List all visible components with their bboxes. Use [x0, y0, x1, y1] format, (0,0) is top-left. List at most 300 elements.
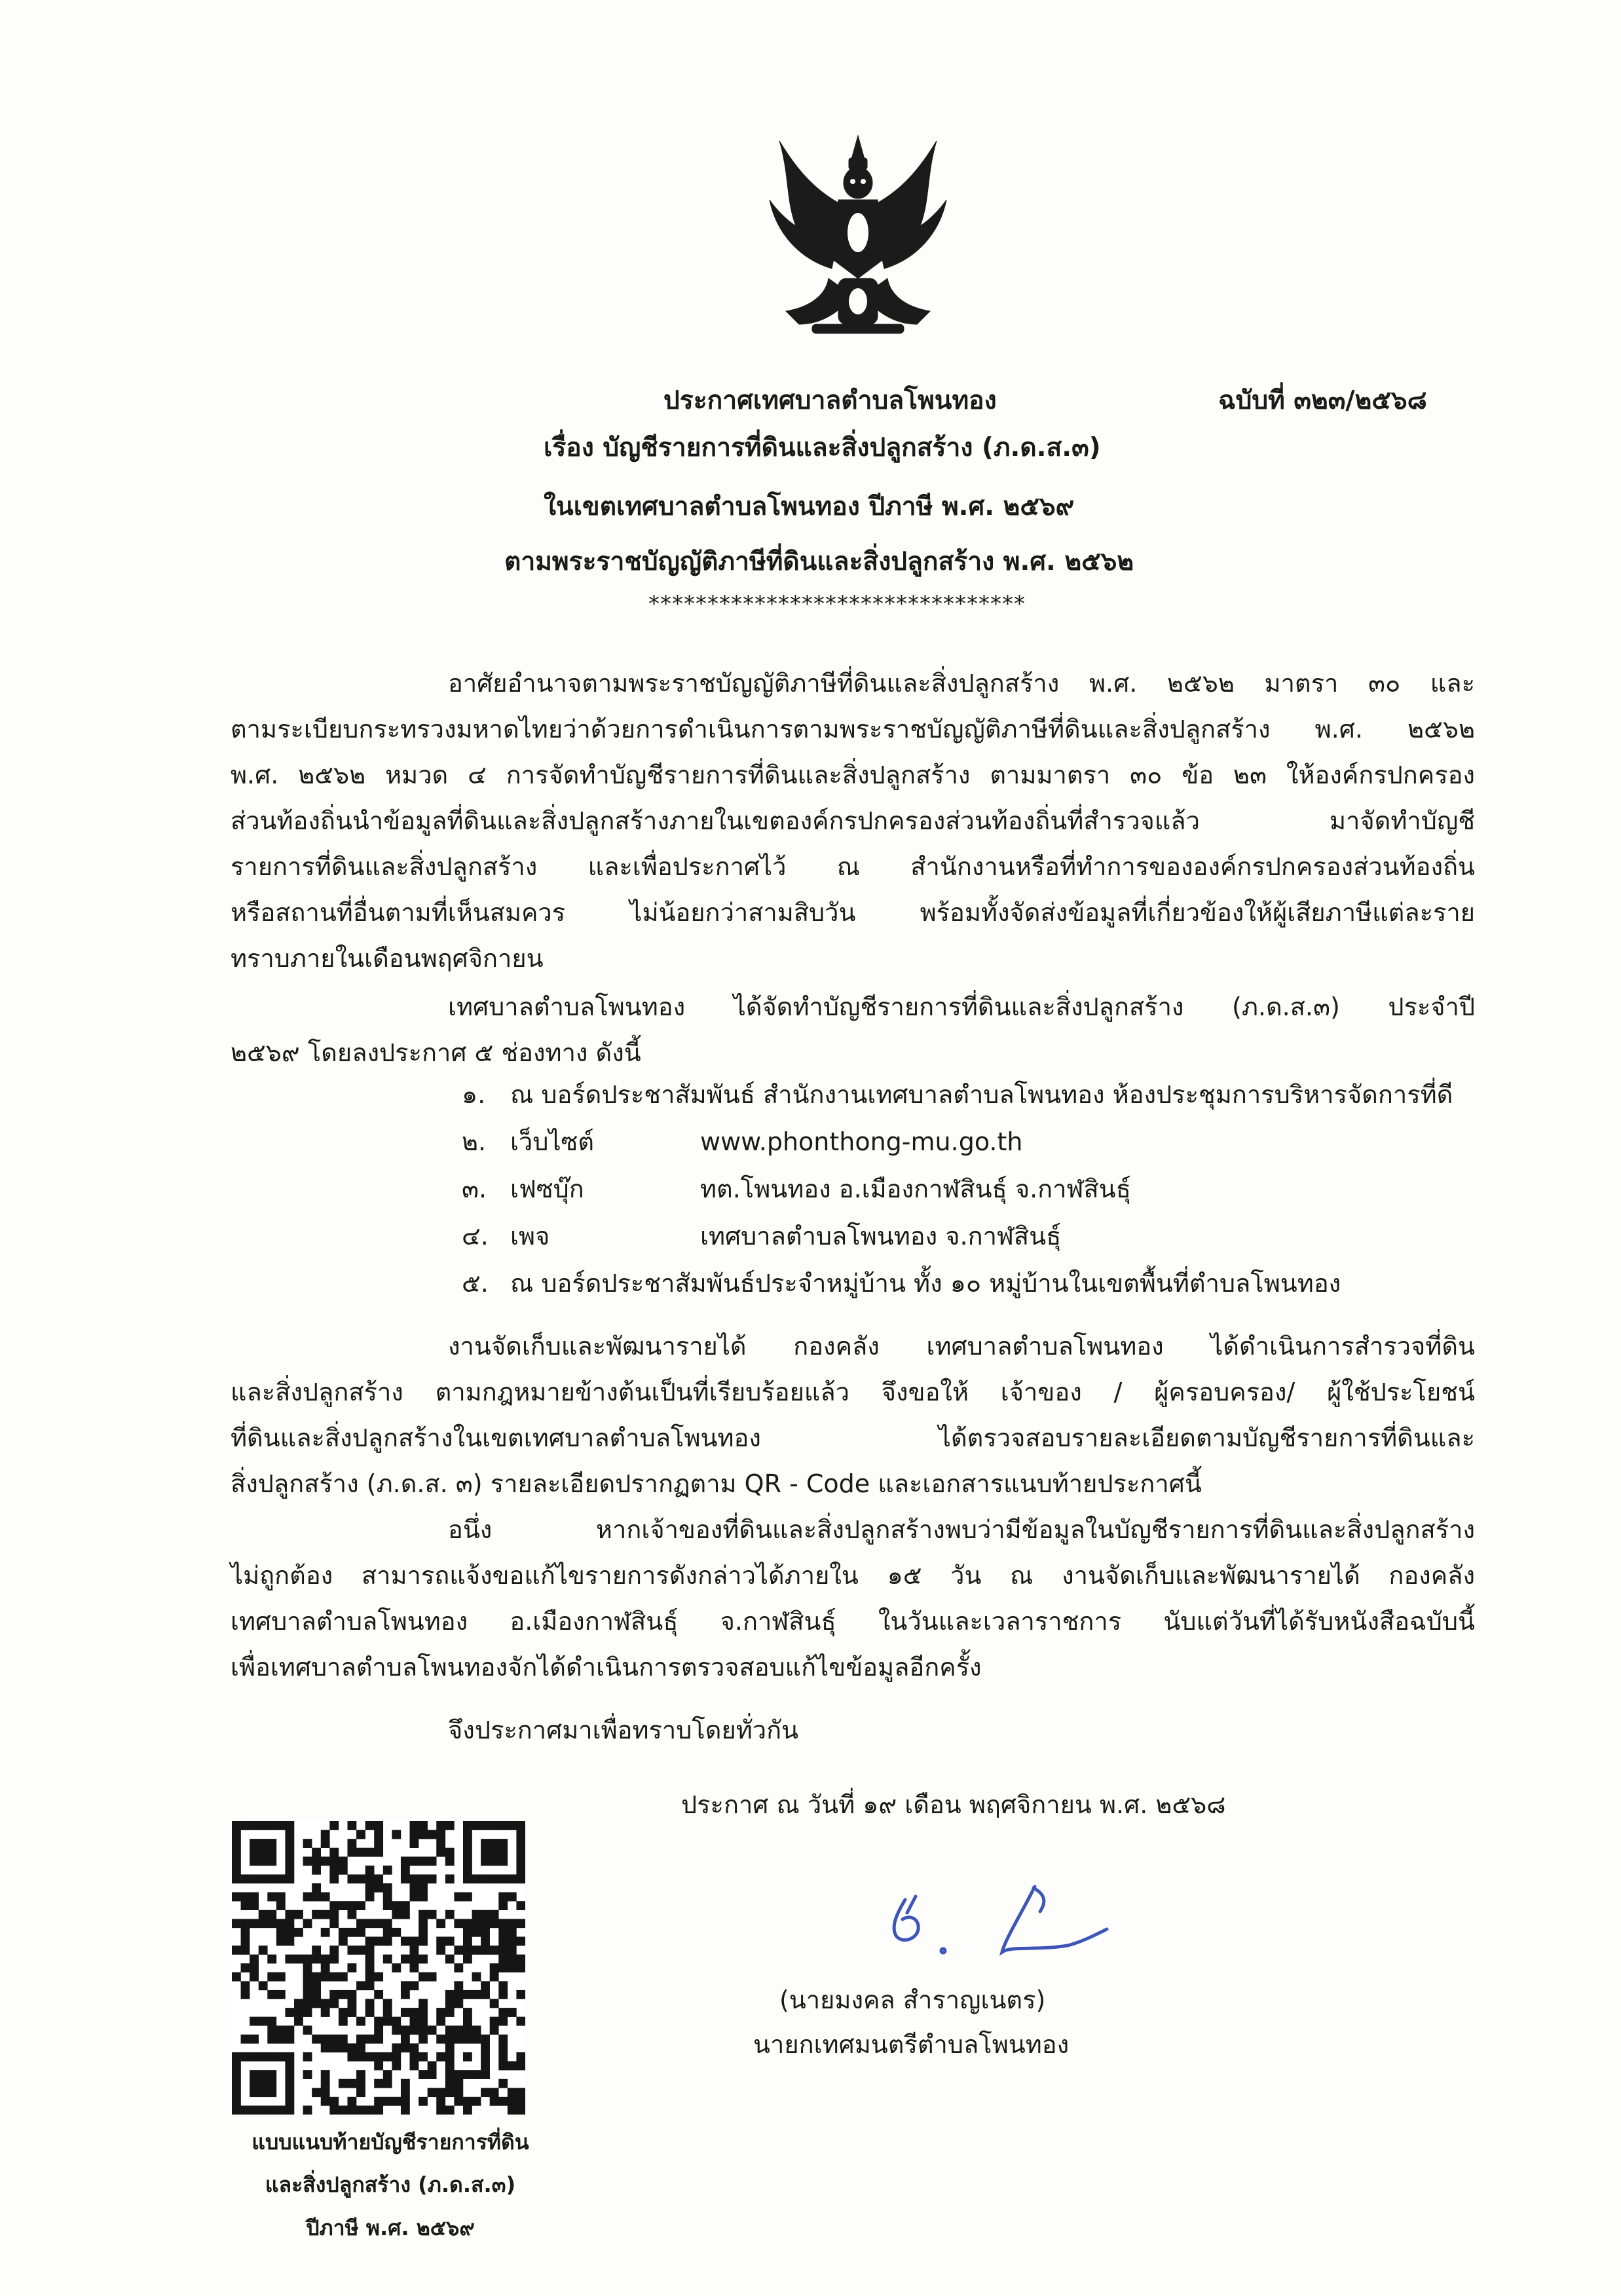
qr-module — [410, 2025, 419, 2035]
qr-module — [498, 1839, 508, 1848]
qr-module — [267, 1821, 276, 1830]
qr-module — [365, 1999, 375, 2008]
qr-module — [374, 2017, 383, 2026]
qr-module — [401, 2035, 410, 2044]
qr-module — [508, 1892, 517, 1902]
qr-module — [472, 1928, 481, 1937]
qr-module — [508, 2097, 517, 2106]
qr-module — [401, 1910, 410, 1919]
qr-module — [303, 1990, 312, 1999]
qr-module — [419, 2052, 428, 2061]
qr-module — [329, 2035, 339, 2044]
qr-module — [241, 1936, 250, 1946]
paragraph-line: ไม่ถูกต้อง สามารถแจ้งขอแก้ไขรายการดังกล่าวได้ภายใน ๑๕ วัน ณ งานจัดเก็บและพัฒนารายได้ กองคลัง — [231, 1561, 1475, 1590]
qr-module — [285, 2097, 294, 2106]
qr-module — [339, 1990, 348, 1999]
qr-module — [481, 1874, 490, 1883]
qr-module — [498, 2008, 508, 2017]
qr-module — [285, 1839, 294, 1848]
qr-module — [321, 2088, 330, 2097]
qr-module — [383, 2008, 392, 2017]
qr-module — [508, 1821, 517, 1830]
qr-module — [259, 1946, 268, 1955]
qr-module — [463, 2105, 472, 2115]
qr-module — [365, 1892, 375, 1902]
qr-module — [410, 2043, 419, 2052]
qr-module — [410, 1963, 419, 1972]
qr-module — [463, 2008, 472, 2017]
qr-module — [481, 2052, 490, 2061]
qr-module — [410, 1830, 419, 1839]
qr-module — [232, 1830, 241, 1839]
qr-module — [294, 2017, 303, 2026]
qr-module — [267, 1919, 276, 1928]
qr-module — [339, 2043, 348, 2052]
qr-module — [365, 1972, 375, 1982]
subject-line-1: เรื่อง บัญชีรายการที่ดินและสิ่งปลูกสร้าง (ภ.ด.ส.๓) — [544, 433, 1101, 462]
qr-module — [259, 2052, 268, 2061]
qr-module — [250, 1848, 259, 1857]
qr-module — [276, 1901, 286, 1910]
qr-module — [267, 1874, 276, 1883]
qr-module — [241, 2035, 250, 2044]
qr-module — [329, 1910, 339, 1919]
qr-module — [374, 1839, 383, 1848]
qr-module — [436, 2017, 445, 2026]
qr-module — [312, 1866, 321, 1875]
qr-module — [312, 1946, 321, 1955]
qr-module — [401, 2105, 410, 2115]
qr-module — [436, 1839, 445, 1848]
qr-module — [410, 1955, 419, 1964]
qr-module — [454, 2079, 463, 2088]
qr-module — [303, 2052, 312, 2061]
qr-module — [463, 1856, 472, 1866]
qr-module — [259, 2070, 268, 2079]
qr-module — [490, 1874, 499, 1883]
qr-module — [259, 2079, 268, 2088]
qr-module — [347, 1999, 356, 2008]
signer-name: (นายมงคล สำราญเนตร) — [779, 1985, 1046, 2014]
qr-module — [410, 1856, 419, 1866]
qr-module — [401, 2025, 410, 2035]
qr-module — [356, 2079, 365, 2088]
qr-module — [329, 1955, 339, 1964]
qr-module — [329, 2105, 339, 2115]
qr-module — [498, 2061, 508, 2071]
paragraph-line: ที่ดินและสิ่งปลูกสร้างในเขตเทศบาลตำบลโพนทอง ได้ตรวจสอบรายละเอียดตามบัญชีรายการที่ดินและ — [231, 1423, 1475, 1452]
qr-module — [347, 2079, 356, 2088]
issue-number: ฉบับที่ ๓๒๓/๒๕๖๘ — [1218, 386, 1427, 415]
qr-module — [445, 2061, 455, 2071]
qr-module — [294, 1910, 303, 1919]
qr-module — [481, 1981, 490, 1990]
qr-module — [401, 1866, 410, 1875]
qr-module — [463, 1928, 472, 1937]
qr-module — [392, 2025, 401, 2035]
qr-module — [508, 1874, 517, 1883]
qr-module — [241, 1919, 250, 1928]
qr-module — [329, 1866, 339, 1875]
qr-module — [329, 1999, 339, 2008]
qr-module — [356, 2052, 365, 2061]
qr-module — [392, 2043, 401, 2052]
qr-module — [303, 1981, 312, 1990]
qr-module — [259, 1839, 268, 1848]
qr-module — [374, 2025, 383, 2035]
qr-module — [294, 2008, 303, 2017]
qr-module — [463, 1821, 472, 1830]
qr-module — [498, 1928, 508, 1937]
qr-module — [410, 1883, 419, 1892]
qr-module — [276, 1892, 286, 1902]
qr-module — [259, 1910, 268, 1919]
qr-module — [516, 2088, 525, 2097]
qr-module — [419, 1883, 428, 1892]
qr-module — [481, 2088, 490, 2097]
qr-module — [383, 1928, 392, 1937]
qr-module — [410, 1892, 419, 1902]
qr-module — [445, 2008, 455, 2017]
qr-module — [410, 2017, 419, 2026]
qr-module — [454, 2070, 463, 2079]
qr-module — [463, 1830, 472, 1839]
qr-module — [250, 1955, 259, 1964]
qr-module — [383, 1919, 392, 1928]
paragraph-publication — [231, 984, 1475, 1076]
qr-module — [436, 1919, 445, 1928]
qr-module — [498, 1874, 508, 1883]
qr-module — [419, 2017, 428, 2026]
qr-module — [241, 2052, 250, 2061]
qr-module — [410, 2008, 419, 2017]
qr-module — [472, 2097, 481, 2106]
qr-module — [321, 1999, 330, 2008]
qr-module — [303, 2025, 312, 2035]
qr-module — [276, 2052, 286, 2061]
qr-module — [339, 2035, 348, 2044]
qr-module — [516, 1963, 525, 1972]
qr-caption-3: ปีภาษี พ.ศ. ๒๕๖๙ — [306, 2215, 475, 2240]
qr-module — [401, 2088, 410, 2097]
qr-module — [428, 1972, 437, 1982]
qr-module — [454, 1981, 463, 1990]
channel-item — [462, 1169, 1131, 1209]
qr-module — [312, 1883, 321, 1892]
paragraph-line: พ.ศ. ๒๕๖๒ หมวด ๔ การจัดทำบัญชีรายการที่ดินและสิ่งปลูกสร้าง ตามมาตรา ๓๐ ข้อ ๒๓ ให้องค์กรปกครอง — [231, 761, 1475, 789]
qr-module — [472, 2070, 481, 2079]
qr-module — [445, 1910, 455, 1919]
channel-label: เฟซบุ๊ก — [510, 1175, 584, 1203]
qr-module — [463, 2025, 472, 2035]
qr-module — [285, 1874, 294, 1883]
qr-module — [312, 1848, 321, 1857]
qr-module — [329, 1848, 339, 1857]
qr-module — [481, 1910, 490, 1919]
qr-module — [267, 2079, 276, 2088]
qr-module — [498, 1919, 508, 1928]
qr-module — [285, 1821, 294, 1830]
qr-module — [392, 1963, 401, 1972]
qr-module — [498, 2079, 508, 2088]
qr-module — [250, 1892, 259, 1902]
qr-module — [312, 2035, 321, 2044]
qr-module — [285, 2025, 294, 2035]
qr-module — [365, 1981, 375, 1990]
qr-module — [250, 2079, 259, 2088]
qr-module — [383, 1901, 392, 1910]
qr-module — [321, 1963, 330, 1972]
qr-module — [321, 1910, 330, 1919]
qr-module — [321, 1955, 330, 1964]
qr-module — [401, 1936, 410, 1946]
qr-module — [508, 2061, 517, 2071]
paragraph-line: ๒๕๖๙ โดยลงประกาศ ๕ ช่องทาง ดังนี้ — [231, 1038, 641, 1067]
qr-module — [267, 1892, 276, 1902]
qr-module — [516, 1936, 525, 1946]
qr-module — [392, 2017, 401, 2026]
qr-module — [508, 2105, 517, 2115]
qr-module — [508, 1919, 517, 1928]
qr-module — [374, 1919, 383, 1928]
qr-module — [463, 2052, 472, 2061]
qr-module — [339, 1928, 348, 1937]
qr-module — [356, 1981, 365, 1990]
qr-module — [392, 2052, 401, 2061]
qr-module — [463, 2035, 472, 2044]
qr-module — [241, 1874, 250, 1883]
qr-module — [347, 1963, 356, 1972]
qr-module — [392, 1910, 401, 1919]
qr-module — [481, 1990, 490, 1999]
qr-module — [365, 1821, 375, 1830]
paragraph-line: สิ่งปลูกสร้าง (ภ.ด.ส. ๓) รายละเอียดปรากฏตาม QR - Code และเอกสารแนบท้ายประกาศนี้ — [231, 1469, 1202, 1498]
qr-module — [472, 1910, 481, 1919]
qr-module — [516, 1901, 525, 1910]
qr-module — [445, 2079, 455, 2088]
qr-module — [347, 1928, 356, 1937]
qr-module — [356, 1928, 365, 1937]
qr-module — [463, 1866, 472, 1875]
qr-module — [303, 2105, 312, 2115]
channel-number: ๒. — [462, 1127, 487, 1156]
qr-module — [445, 2043, 455, 2052]
qr-module — [232, 2105, 241, 2115]
qr-module — [276, 1972, 286, 1982]
qr-module — [498, 2052, 508, 2061]
qr-module — [365, 1955, 375, 1964]
qr-module — [365, 2035, 375, 2044]
qr-module — [250, 2070, 259, 2079]
qr-module — [454, 1963, 463, 1972]
qr-module — [303, 1856, 312, 1866]
qr-module — [445, 1936, 455, 1946]
qr-module — [472, 2025, 481, 2035]
qr-module — [516, 1874, 525, 1883]
qr-module — [445, 1990, 455, 1999]
qr-module — [401, 1990, 410, 1999]
qr-module — [241, 2105, 250, 2115]
qr-module — [285, 2088, 294, 2097]
qr-module — [259, 2017, 268, 2026]
qr-module — [232, 1874, 241, 1883]
qr-module — [276, 1821, 286, 1830]
qr-module — [516, 2052, 525, 2061]
qr-module — [481, 1946, 490, 1955]
qr-module — [312, 1955, 321, 1964]
qr-module — [267, 1990, 276, 1999]
qr-module — [498, 2043, 508, 2052]
qr-module — [267, 1848, 276, 1857]
qr-module — [347, 2105, 356, 2115]
qr-module — [339, 2008, 348, 2017]
qr-module — [436, 2105, 445, 2115]
qr-module — [481, 2043, 490, 2052]
qr-module — [365, 1866, 375, 1875]
qr-module — [428, 1856, 437, 1866]
qr-module — [490, 1848, 499, 1857]
qr-module — [250, 1821, 259, 1830]
qr-module — [516, 2061, 525, 2071]
qr-module — [365, 1919, 375, 1928]
paragraph-line: เทศบาลตำบลโพนทอง อ.เมืองกาฬสินธุ์ จ.กาฬสินธุ์ ในวันและเวลาราชการ นับแต่วันที่ได้รับหนังสือฉบับนี้ — [231, 1607, 1475, 1636]
qr-module — [250, 2088, 259, 2097]
qr-module — [312, 1972, 321, 1982]
qr-module — [347, 2097, 356, 2106]
qr-module — [481, 1848, 490, 1857]
qr-module — [339, 2017, 348, 2026]
qr-module — [383, 2052, 392, 2061]
paragraph-line: รายการที่ดินและสิ่งปลูกสร้าง และเพื่อประกาศไว้ ณ สำนักงานหรือที่ทำการขององค์กรปกครองส่วนท้องถิ่น — [231, 852, 1475, 881]
qr-module — [516, 1830, 525, 1839]
qr-module — [481, 1919, 490, 1928]
qr-module — [498, 1901, 508, 1910]
subject-line-3: ตามพระราชบัญญัติภาษีที่ดินและสิ่งปลูกสร้าง พ.ศ. ๒๕๖๒ — [504, 547, 1134, 576]
qr-module — [285, 1928, 294, 1937]
qr-module — [428, 1874, 437, 1883]
qr-code-icon[interactable] — [232, 1821, 525, 2115]
qr-module — [463, 2070, 472, 2079]
qr-module — [312, 1910, 321, 1919]
qr-module — [498, 2017, 508, 2026]
qr-module — [374, 1848, 383, 1857]
qr-module — [516, 1848, 525, 1857]
qr-module — [232, 1866, 241, 1875]
qr-module — [259, 2105, 268, 2115]
qr-module — [374, 1936, 383, 1946]
qr-module — [321, 1972, 330, 1982]
qr-module — [490, 1919, 499, 1928]
qr-module — [428, 2088, 437, 2097]
qr-module — [365, 1946, 375, 1955]
qr-module — [498, 1955, 508, 1964]
channel-item — [462, 1216, 1061, 1256]
qr-module — [329, 1821, 339, 1830]
channel-value: เทศบาลตำบลโพนทอง จ.กาฬสินธุ์ — [700, 1222, 1062, 1251]
qr-module — [365, 1936, 375, 1946]
qr-module — [241, 1946, 250, 1955]
qr-module — [490, 1910, 499, 1919]
qr-module — [365, 2052, 375, 2061]
qr-module — [285, 1936, 294, 1946]
qr-module — [267, 1955, 276, 1964]
signer-title: นายกเทศมนตรีตำบลโพนทอง — [753, 2030, 1070, 2059]
qr-module — [516, 1919, 525, 1928]
qr-module — [410, 1981, 419, 1990]
qr-module — [259, 1848, 268, 1857]
qr-module — [498, 2035, 508, 2044]
qr-module — [312, 2088, 321, 2097]
qr-module — [267, 2070, 276, 2079]
qr-module — [419, 2097, 428, 2106]
paragraph-survey — [231, 1323, 1475, 1507]
qr-module — [374, 1972, 383, 1982]
qr-module — [232, 2052, 241, 2061]
qr-module — [401, 1856, 410, 1866]
qr-module — [392, 2061, 401, 2071]
qr-module — [419, 1999, 428, 2008]
qr-module — [436, 1830, 445, 1839]
qr-module — [445, 1874, 455, 1883]
qr-module — [250, 1901, 259, 1910]
qr-module — [347, 1901, 356, 1910]
qr-module — [267, 1910, 276, 1919]
qr-module — [347, 1910, 356, 1919]
qr-module — [365, 2105, 375, 2115]
qr-module — [285, 2008, 294, 2017]
qr-module — [285, 1830, 294, 1839]
qr-module — [428, 2070, 437, 2079]
qr-module — [498, 1856, 508, 1866]
qr-module — [347, 2043, 356, 2052]
qr-module — [321, 2079, 330, 2088]
qr-module — [329, 1919, 339, 1928]
qr-module — [445, 2088, 455, 2097]
qr-module — [356, 1830, 365, 1839]
qr-module — [498, 1892, 508, 1902]
qr-module — [508, 1963, 517, 1972]
qr-module — [401, 2097, 410, 2106]
qr-module — [436, 2035, 445, 2044]
channel-label: ณ บอร์ดประชาสัมพันธ์ สำนักงานเทศบาลตำบลโพนทอง ห้องประชุมการบริหารจัดการที่ดี — [510, 1080, 1453, 1109]
qr-module — [454, 1946, 463, 1955]
qr-module — [516, 1839, 525, 1848]
qr-module — [481, 1936, 490, 1946]
qr-module — [383, 1866, 392, 1875]
qr-module — [232, 1848, 241, 1857]
qr-module — [339, 1856, 348, 1866]
qr-module — [374, 2061, 383, 2071]
qr-module — [401, 2008, 410, 2017]
qr-module — [259, 2088, 268, 2097]
qr-module — [419, 2025, 428, 2035]
qr-module — [498, 1821, 508, 1830]
qr-module — [490, 1963, 499, 1972]
qr-module — [329, 2043, 339, 2052]
qr-module — [259, 1981, 268, 1990]
qr-module — [232, 1892, 241, 1902]
qr-module — [356, 2070, 365, 2079]
qr-module — [365, 1848, 375, 1857]
qr-module — [250, 1972, 259, 1982]
qr-module — [356, 2043, 365, 2052]
qr-module — [498, 1990, 508, 1999]
qr-module — [285, 1919, 294, 1928]
qr-module — [445, 2035, 455, 2044]
paragraph-line: งานจัดเก็บและพัฒนารายได้ กองคลัง เทศบาลตำบลโพนทอง ได้ดำเนินการสำรวจที่ดิน — [448, 1332, 1475, 1361]
qr-module — [250, 1919, 259, 1928]
qr-module — [250, 1856, 259, 1866]
